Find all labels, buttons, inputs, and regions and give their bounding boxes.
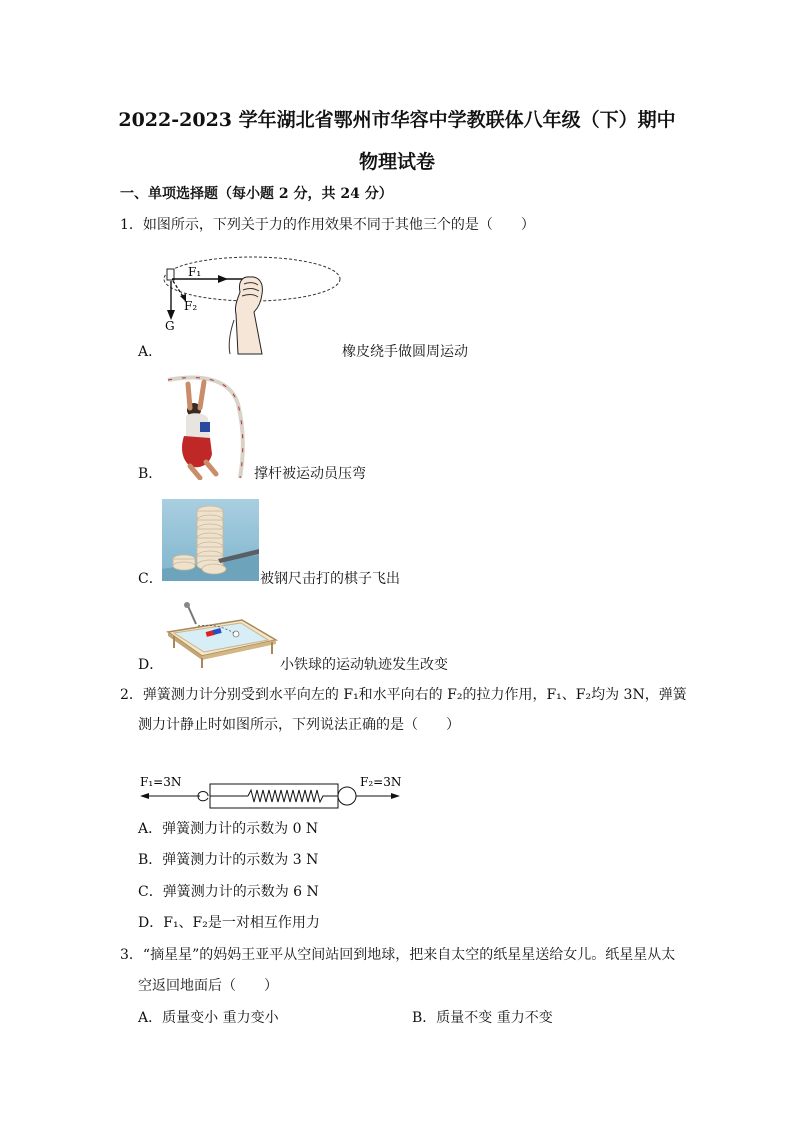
- page-title-line1: 2022-2023 学年湖北省鄂州市华容中学教联体八年级（下）期中: [118, 109, 676, 131]
- q2-option-b: [138, 850, 318, 870]
- q1-option-c-text: 被钢尺击打的棋子飞出: [260, 571, 400, 587]
- q1-option-a-label: A．: [138, 344, 163, 360]
- q3-option-a-label: A．: [138, 1010, 163, 1026]
- figure-spring-scale: [138, 768, 404, 814]
- q2-option-b-text: 弹簧测力计的示数为 3 N: [162, 852, 319, 868]
- label-f1-3n: F₁=3N: [140, 775, 182, 789]
- q1-option-d-text: 小铁球的运动轨迹发生改变: [280, 657, 448, 673]
- figure-circular-motion: [158, 252, 348, 357]
- q1-option-a-text: 橡皮绕手做圆周运动: [342, 344, 468, 360]
- q2-option-a-text: 弹簧测力计的示数为 0 N: [162, 821, 319, 837]
- page-title-line2: 物理试卷: [358, 151, 435, 173]
- label-g: G: [165, 319, 175, 333]
- question-3-stem-line2: 空返回地面后（ ）: [138, 978, 278, 994]
- figure-iron-ball: [162, 600, 280, 670]
- q2-option-c-text: 弹簧测力计的示数为 6 N: [162, 884, 319, 900]
- q1-option-d-label: D．: [138, 657, 164, 673]
- q1-option-b-text: 撑杆被运动员压弯: [254, 466, 366, 482]
- label-f2: F₂: [184, 299, 198, 313]
- q3-option-b-text: 质量不变 重力不变: [436, 1010, 553, 1026]
- question-2-stem-line2: 测力计静止时如图所示，下列说法正确的是（ ）: [138, 717, 460, 733]
- q2-option-a-label: A．: [138, 821, 163, 837]
- q3-option-a: [138, 1008, 279, 1028]
- q3-option-b-label: B．: [412, 1010, 437, 1026]
- q2-option-c-label: C．: [138, 884, 163, 900]
- label-f1: F₁: [188, 265, 202, 279]
- q2-option-c: [138, 882, 319, 902]
- q2-option-d-label: D．: [138, 915, 164, 931]
- question-2-stem-line1: 2．弹簧测力计分别受到水平向左的 F₁和水平向右的 F₂的拉力作用，F₁、F₂均为 3N，弹簧: [120, 687, 687, 703]
- figure-chess-pieces: [162, 499, 259, 581]
- section-heading: 一、单项选择题（每小题 2 分，共 24 分）: [120, 186, 393, 202]
- q3-option-b: [412, 1008, 553, 1028]
- q2-option-b-label: B．: [138, 852, 163, 868]
- q2-option-d-text: F₁、F₂是一对相互作用力: [163, 915, 320, 931]
- question-3-stem-line1: 3．“摘星星”的妈妈王亚平从空间站回到地球，把来自太空的纸星星送给女儿。纸星星从太: [120, 947, 676, 963]
- q1-option-c-label: C．: [138, 571, 163, 587]
- q3-option-a-text: 质量变小 重力变小: [162, 1010, 279, 1026]
- q1-option-b-label: B．: [138, 466, 163, 482]
- q2-option-d: [138, 913, 320, 933]
- question-1-stem: 1．如图所示，下列关于力的作用效果不同于其他三个的是（ ）: [120, 217, 535, 233]
- label-f2-3n: F₂=3N: [360, 775, 402, 789]
- figure-pole-vault: [160, 374, 254, 480]
- q2-option-a: [138, 819, 318, 839]
